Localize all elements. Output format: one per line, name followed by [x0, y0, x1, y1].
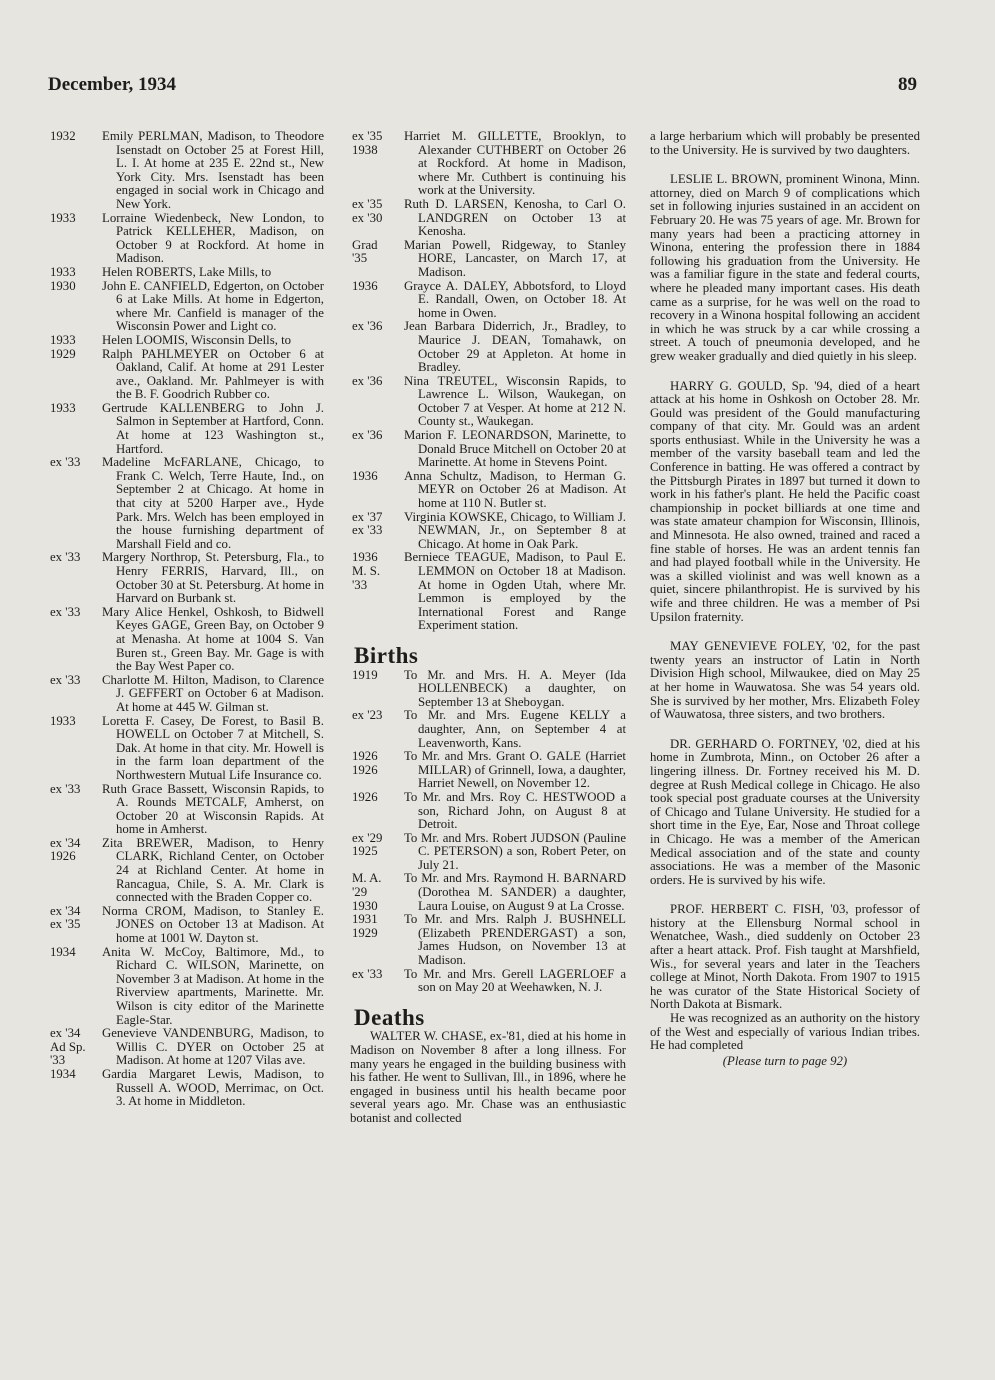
class-year: 1936 [352, 278, 378, 293]
page-number: 89 [898, 74, 917, 95]
class-year: 1926 [352, 789, 378, 804]
class-year: 1931 1929 [352, 912, 378, 940]
class-year: ex '33 [50, 604, 81, 619]
marriage-entry [350, 280, 626, 321]
class-year: 1929 [50, 346, 76, 361]
class-year: ex '35 ex '30 [352, 196, 383, 225]
continued-note: (Please turn to page 92) [722, 1053, 848, 1068]
birth-entry [350, 791, 626, 832]
birth-entry [350, 872, 626, 913]
class-year: Grad '35 [352, 237, 378, 266]
column-1 [48, 130, 324, 1109]
marriage-entry [48, 551, 324, 605]
entry-text: Marian Powell, Ridgeway, to Stanley HORE, Lancaster, on March 17, at Madison. [404, 237, 626, 279]
marriage-entry [350, 470, 626, 511]
entry-text: Gertrude KALLENBERG to John J. Salmon in September at Hartford, Conn. At home at 123 Washington st., Hartford. [102, 400, 324, 456]
class-year: ex '33 [50, 781, 81, 796]
marriage-entry [48, 715, 324, 783]
entry-text: Gardia Margaret Lewis, Madison, to Russell A. WOOD, Merrimac, on Oct. 3. At home in Middleton. [102, 1066, 324, 1109]
entry-text: Grayce A. DALEY, Abbotsford, to Lloyd E. Randall, Owen, on October 18. At home in Owen. [404, 278, 626, 320]
marriage-entry [48, 1068, 324, 1109]
class-year: 1933 [50, 264, 76, 279]
obituary-paragraph: LESLIE L. BROWN, prominent Winona, Minn. attorney, died on March 9 of complications which set in following injuries sustained in an accident on February 20. He was 75 years of age. Mr. Brown for many years had been a practicing attorney in Winona, entering the profession there in 1884 following his graduation from the University. He was a familiar figure in the state and federal courts, where he pleaded many important cases. His death came as a surprise, for he was well on the road to recovery in a Winona hospital following an accident in which he was struck by a car while crossing a street. A touch of pneumonia developed, and he grew weaker gradually and died quietly in his sleep. [650, 172, 920, 363]
marriage-entry [350, 320, 626, 374]
class-year: ex '35 1938 [352, 129, 383, 157]
class-year: 1936 M. S. '33 [352, 550, 381, 592]
deaths-column-2 [350, 1030, 626, 1125]
class-year: ex '23 [352, 708, 383, 723]
class-year: ex '34 1926 [50, 835, 81, 864]
column-2 [350, 130, 626, 1126]
deaths-column-3 [650, 130, 920, 1053]
class-year: ex '36 [352, 319, 383, 334]
entry-text: Ruth Grace Bassett, Wisconsin Rapids, to A. Rounds METCALF, Amherst, on October 20 at Wisconsin Rapids. At home in Amherst. [102, 781, 324, 837]
marriage-entry [350, 429, 626, 470]
obituary-paragraph: a large herbarium which will probably be presented to the University. He is survived by two daughters. [650, 129, 920, 157]
entry-text: Zita BREWER, Madison, to Henry CLARK, Richland Center, on October 24 at Richland Center. At home in Rancagua, Chile, S. A. Mr. Clark is connected with the Braden Copper co. [102, 835, 324, 905]
deaths-heading: Deaths [354, 1004, 425, 1030]
running-head [48, 74, 917, 100]
class-year: 1934 [50, 944, 76, 959]
entry-text: Marion F. LEONARDSON, Marinette, to Donald Bruce Mitchell on October 20 at Marinette. At home in Stevens Point. [404, 428, 626, 470]
marriage-entry [48, 837, 324, 905]
obituary-paragraph: He was recognized as an authority on the history of the West and especially of various Indian tribes. He had completed [650, 1011, 920, 1053]
class-year: ex '33 [352, 966, 383, 981]
entry-text: Ruth D. LARSEN, Kenosha, to Carl O. LANDGREN on October 13 at Kenosha. [404, 196, 626, 239]
entry-text: Virginia KOWSKE, Chicago, to William J. NEWMAN, Jr., on September 8 at Chicago. At home in Oak Park. [404, 509, 626, 551]
birth-entry [350, 832, 626, 873]
marriage-entry [48, 280, 324, 334]
class-year: 1932 [50, 129, 76, 143]
class-year: ex '36 [352, 428, 383, 443]
class-year: M. A. '29 1930 [352, 871, 382, 913]
entry-text: To Mr. and Mrs. Grant O. GALE (Harriet MILLAR) of Grinnell, Iowa, a daughter, Harriet Newell, on November 12. [404, 749, 626, 791]
marriage-entry [350, 198, 626, 239]
entry-text: To Mr. and Mrs. Raymond H. BARNARD (Dorothea M. SANDER) a daughter, Laura Louise, on August 9 at La Crosse. [404, 871, 626, 913]
births-list [350, 669, 626, 995]
class-year: 1934 [50, 1066, 76, 1081]
entry-text: Anita W. McCoy, Baltimore, Md., to Richard C. WILSON, Marinette, on November 3 at Madison. At home in the Riverview apartments, Marinette. Mr. Wilson is city editor of the Marinette Eagle-Star. [102, 944, 324, 1027]
birth-entry [350, 669, 626, 710]
class-year: 1933 [50, 332, 76, 347]
marriage-entry [48, 456, 324, 551]
obituary-paragraph: MAY GENEVIEVE FOLEY, '02, for the past twenty years an instructor of Latin in North Division High school, Milwaukee, died on May 25 at her home in Wauwatosa. She was 54 years old. She is survived by her mother, Mrs. Elizabeth Foley of Wauwatosa, three sisters, and two brothers. [650, 639, 920, 722]
entry-text: Norma CROM, Madison, to Stanley E. JONES on October 13 at Madison. At home at 1001 W. Dayton st. [102, 903, 324, 946]
entry-text: To Mr. and Mrs. H. A. Meyer (Ida HOLLENBECK) a daughter, on September 13 at Sheboygan. [404, 667, 626, 709]
entry-text: John E. CANFIELD, Edgerton, on October 6 at Lake Mills. At home in Edgerton, where Mr. Canfield is manager of the Wisconsin Power and Light co. [102, 278, 324, 334]
entry-text: To Mr. and Mrs. Eugene KELLY a daughter, Ann, on September 4 at Leavenworth, Kans. [404, 708, 626, 750]
marriage-entry [48, 348, 324, 402]
marriage-entry [48, 266, 324, 280]
class-year: ex '33 [50, 455, 81, 470]
marriage-entry [350, 239, 626, 280]
entry-text: Berniece TEAGUE, Madison, to Paul E. LEMMON on October 18 at Madison. At home in Ogden Utah, where Mr. Lemmon is employed by the International Forest and Range Experiment station. [404, 550, 626, 633]
class-year: 1936 [352, 468, 378, 483]
entry-text: Jean Barbara Diderrich, Jr., Bradley, to Maurice J. DEAN, Tomahawk, on October 29 at Appleton. At home in Bradley. [404, 319, 626, 375]
birth-entry [350, 750, 626, 791]
class-year: 1930 [50, 278, 76, 293]
class-year: ex '37 ex '33 [352, 509, 383, 538]
marriage-entry [48, 905, 324, 946]
marriage-entry [48, 1027, 324, 1068]
marriage-entry [350, 511, 626, 552]
entry-text: Helen LOOMIS, Wisconsin Dells, to [102, 332, 292, 347]
entry-text: Anna Schultz, Madison, to Herman G. MEYR on October 26 at Madison. At home at 110 N. Butler st. [404, 468, 626, 511]
obituary-paragraph: PROF. HERBERT C. FISH, '03, professor of history at the Ellensburg Normal school in Wenatchee, Wash., died suddenly on October 23 after a heart attack. Prof. Fish taught at Marshfield, Wis., for several years and later in the Teachers college at Minot, North Dakota. From 1907 to 1915 he was curator of the State Historical Society of North Dakota at Bismark. [650, 902, 920, 1012]
class-year: ex '33 [50, 550, 81, 565]
column-3 [650, 130, 920, 1068]
birth-entry [350, 968, 626, 995]
birth-entry [350, 913, 626, 967]
class-year: 1933 [50, 210, 76, 225]
class-year: ex '33 [50, 672, 81, 687]
entry-text: Loretta F. Casey, De Forest, to Basil B. HOWELL on October 7 at Mitchell, S. Dak. At home in that city. Mr. Howell is in the farm loan department of the Northwestern Mutual Life Insurance co. [102, 713, 324, 782]
marriage-entry [350, 130, 626, 198]
class-year: ex '34 ex '35 [50, 903, 81, 932]
entry-text: To Mr. and Mrs. Roy C. HESTWOOD a son, Richard John, on August 8 at Detroit. [404, 789, 626, 832]
entry-text: Genevieve VANDENBURG, Madison, to Willis C. DYER on October 25 at Madison. At home at 1207 Vilas ave. [102, 1026, 324, 1068]
marriage-entry [48, 606, 324, 674]
marriage-entry [48, 674, 324, 715]
entry-text: Lorraine Wiedenbeck, New London, to Patrick KELLEHER, Madison, on October 9 at Rockford. At home in Madison. [102, 210, 324, 266]
entry-text: Ralph PAHLMEYER on October 6 at Oakland, Calif. At home at 291 Lester ave., Oakland. Mr. Pahlmeyer is with the B. F. Goodrich Rubber co. [102, 346, 324, 402]
entry-text: Harriet M. GILLETTE, Brooklyn, to Alexander CUTHBERT on October 26 at Rockford. At home in Madison, where Mr. Cuthbert is continuing his work at the University. [404, 129, 626, 198]
entry-text: Madeline McFARLANE, Chicago, to Frank C. Welch, Terre Haute, Ind., on September 2 at Chicago. At home in that city at 5200 Harper ave., Hyde Park. Mrs. Welch has been employed in the house furnishing department of Marshall Field and co. [102, 455, 324, 551]
class-year: 1926 1926 [352, 749, 378, 777]
marriage-entry [48, 212, 324, 266]
entry-text: Helen ROBERTS, Lake Mills, to [102, 264, 272, 279]
entry-text: To Mr. and Mrs. Robert JUDSON (Pauline C. PETERSON) a son, Robert Peter, on July 21. [404, 830, 626, 872]
birth-entry [350, 709, 626, 750]
entry-text: Margery Northrop, St. Petersburg, Fla., to Henry FERRIS, Harvard, Ill., on October 30 at St. Petersburg. At home in Harvard on Burbank st. [102, 550, 324, 606]
class-year: ex '36 [352, 373, 383, 388]
class-year: 1919 [352, 667, 378, 682]
entry-text: To Mr. and Mrs. Gerell LAGERLOEF a son on May 20 at Weehawken, N. J. [404, 966, 626, 995]
obituary-paragraph: HARRY G. GOULD, Sp. '94, died of a heart attack at his home in Oshkosh on October 28. Mr. Gould was president of the Gould manufacturing company of that city. Mr. Gould was an ardent sports enthusiast. While in the University he was a member of the varsity baseball team and led the Conference in batting. He was offered a contract by the Pittsburgh Pirates in 1897 but turned it down to work in his father's plant. He held the Pacific coast championship in pocket billiards at one time and was state amateur champion for Wisconsin, Illinois, and Minnesota. He also owned, trained and raced a fine stable of horses. He was an ardent tennis fan and had played football while in the University. He was a skilled violinist and was well known as a quiet, sincere philanthropist. He is survived by his wife and three children. He was a member of Psi Upsilon fraternity. [650, 378, 920, 624]
marriages-continued [350, 130, 626, 633]
marriage-entry [48, 783, 324, 837]
marriage-entry [48, 130, 324, 212]
marriage-entry [48, 402, 324, 456]
entry-text: To Mr. and Mrs. Ralph J. BUSHNELL (Elizabeth PRENDERGAST) a son, James Hudson, on November 13 at Madison. [404, 912, 626, 968]
marriage-entry [350, 551, 626, 633]
entry-text: Emily PERLMAN, Madison, to Theodore Isenstadt on October 25 at Forest Hill, L. I. At home at 235 E. 22nd st., New York City. Mrs. Isenstadt has been engaged in social work in Chicago and New York. [102, 129, 324, 211]
entry-text: Nina TREUTEL, Wisconsin Rapids, to Lawrence L. Wilson, Waukegan, on October 7 at Vesper. At home at 212 N. County st., Waukegan. [404, 373, 626, 429]
marriage-entry [48, 334, 324, 348]
births-heading: Births [354, 642, 419, 668]
class-year: 1933 [50, 713, 76, 728]
obituary-paragraph: WALTER W. CHASE, ex-'81, died at his home in Madison on November 8 after a long illness. For many years he engaged in the building business with his father. He went to Sullivan, Ill., in 1896, where he engaged in business until his health became poor several years ago. Mr. Chase was an enthusiastic botanist and collected [350, 1029, 626, 1125]
marriage-entry [350, 375, 626, 429]
class-year: 1933 [50, 400, 76, 415]
entry-text: Charlotte M. Hilton, Madison, to Clarence J. GEFFERT on October 6 at Madison. At home at 445 W. Gilman st. [102, 672, 324, 714]
class-year: ex '34 Ad Sp. '33 [50, 1026, 86, 1068]
obituary-paragraph: DR. GERHARD O. FORTNEY, '02, died at his home in Zumbrota, Minn., on October 26 after a lingering illness. Dr. Fortney received his M. D. degree at Rush Medical college in Chicago. He also took special post graduate courses at the University of Chicago and Tulane University. He studied for a short time in the Eye, Ear, Nose and Throat college in Chicago. He was a member of the American Medical association and of the state and county associations. He was a member of the Masonic orders. He is survived by his wife. [650, 736, 920, 887]
entry-text: Mary Alice Henkel, Oshkosh, to Bidwell Keyes GAGE, Green Bay, on October 9 at Menasha. At home at 1004 S. Van Buren st., Green Bay. Mr. Gage is with the Bay West Paper co. [102, 604, 324, 674]
class-year: ex '29 1925 [352, 830, 383, 859]
issue-date: December, 1934 [48, 74, 177, 95]
marriage-entry [48, 946, 324, 1028]
